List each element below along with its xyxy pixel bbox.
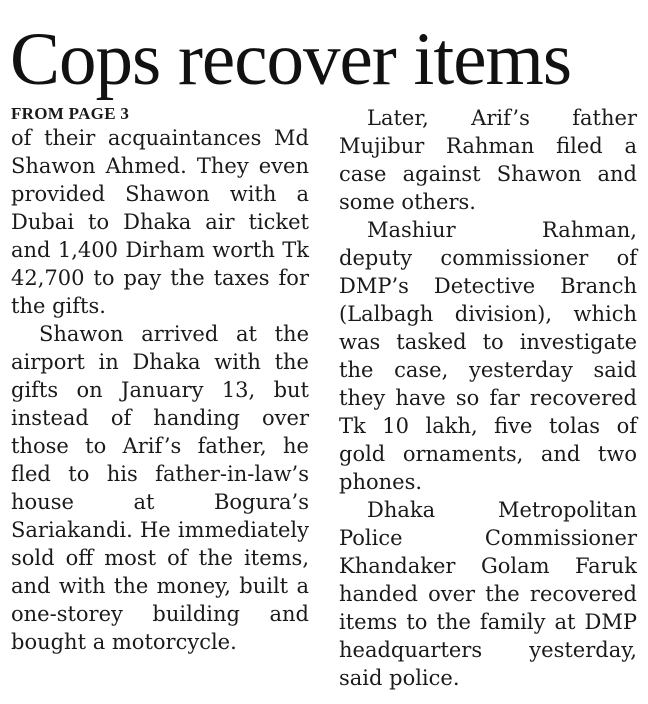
paragraph: Shawon arrived at the airport in Dhaka with the gifts on January 13, but instead of handing over those to Arif’s father, he fled to his father-in-law’s house at Bogura’s Sariakandi. He immediately sold off most of the items, and with the money, built a one-storey building and bought a motorcycle. [11,322,309,654]
left-column [11,104,309,656]
paragraph: of their acquaintances Md Shawon Ahmed. They even provided Shawon with a Dubai to Dhaka air ticket and 1,400 Dirham worth Tk 42,700 to pay the taxes for the gifts. [11,126,309,318]
headline: Cops recover items [10,18,572,101]
right-column [339,104,637,692]
paragraph: Dhaka Metropolitan Police Commissioner Khandaker Golam Faruk handed over the recovered items to the family at DMP headquarters yesterday, said police. [339,498,637,690]
paragraph: Mashiur Rahman, deputy commissioner of DMP’s Detective Branch (Lalbagh division), which was tasked to investigate the case, yesterday said they have so far recovered Tk 10 lakh, five tolas of gold ornaments, and two phones. [339,218,637,494]
paragraph: Later, Arif’s father Mujibur Rahman filed a case against Shawon and some others. [339,106,637,214]
continuation-kicker: FROM PAGE 3 [11,104,130,123]
